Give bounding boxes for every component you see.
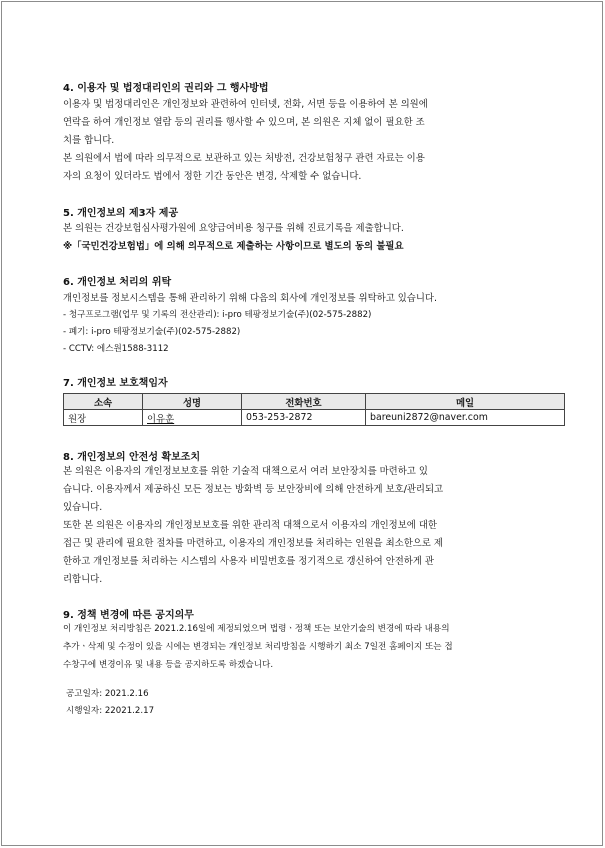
section-5-title: 5. 개인정보의 제3자 제공 (63, 208, 179, 219)
col-header-affiliation: 소속 (64, 394, 143, 410)
section-8-line-2: 습니다. 이용자께서 제공하신 모든 정보는 방화벽 등 보안장비에 의해 안전하게 보호/관리되고 (63, 484, 444, 495)
table-row (64, 410, 565, 426)
section-4-line-3: 치를 합니다. (63, 135, 115, 146)
section-9-line-2: 추가ㆍ삭제 및 수정이 있을 시에는 변경되는 개인정보 처리방침을 시행하기 최소 7일전 홈페이지 또는 접 (63, 642, 453, 652)
section-6-title: 6. 개인정보 처리의 위탁 (63, 277, 172, 288)
section-8-line-7: 리합니다. (63, 574, 103, 585)
section-4-title: 4. 이용자 및 법정대리인의 권리와 그 행사방법 (63, 83, 269, 94)
col-header-name: 성명 (143, 394, 242, 410)
section-8-title: 8. 개인정보의 안전성 확보조치 (63, 452, 201, 463)
section-9-line-1: 이 개인정보 처리방침은 2021.2.16일에 제정되었으며 법령ㆍ정책 또는 보안기술의 변경에 따라 내용의 (63, 624, 450, 634)
section-6-line-4: - CCTV: 에스원1588-3112 (63, 344, 169, 354)
section-6-line-3: - 폐기: i-pro 테팡정보기술(주)(02-575-2882) (63, 327, 241, 337)
section-6-line-1: 개인정보를 정보시스템을 통해 관리하기 위해 다음의 회사에 개인정보를 위탁하고 있습니다. (63, 293, 437, 304)
section-8-line-5: 접근 및 관리에 필요한 절차를 마련하고, 이용자의 개인정보를 처리하는 인원을 최소한으로 제 (63, 538, 443, 549)
effective-date: 시행일자: 22021.2.17 (66, 706, 155, 716)
section-6-line-2: - 청구프로그램(업무 및 기록의 전산관리): i-pro 테팡정보기술(주)(02-575-2882) (63, 310, 372, 320)
section-5-line-1: 본 의원는 건강보험심사평가원에 요양급여비용 청구를 위해 진료기록을 제출합니다. (63, 223, 404, 234)
announce-date: 공고일자: 2021.2.16 (66, 689, 149, 699)
section-4-line-5: 자의 요청이 있더라도 법에서 정한 기간 동안은 변경, 삭제할 수 없습니다. (63, 171, 362, 182)
col-header-phone: 전화번호 (242, 394, 366, 410)
section-4-line-2: 연락을 하여 개인정보 열람 등의 권리를 행사할 수 있으며, 본 의원은 지체 없이 필요한 조 (63, 117, 425, 128)
cell-name: 이유훈 (143, 410, 242, 426)
cell-phone: 053-253-2872 (242, 410, 366, 426)
section-8-line-3: 있습니다. (63, 502, 103, 513)
table-header-row (64, 394, 565, 410)
section-9-title: 9. 정책 변경에 따른 공지의무 (63, 610, 194, 621)
section-4-line-1: 이용자 및 법정대리인은 개인정보와 관련하여 인터넷, 전화, 서면 등을 이용하여 본 의원에 (63, 99, 428, 110)
section-8-line-6: 한하고 개인정보를 처리하는 시스템의 사용자 비밀번호를 정기적으로 갱신하여 안전하게 관 (63, 556, 434, 567)
privacy-officer-table (63, 393, 565, 426)
section-5-notice: ※「국민건강보험법」에 의해 의무적으로 제출하는 사항이므로 별도의 동의 불필요 (63, 241, 404, 252)
cell-affiliation: 원장 (64, 410, 143, 426)
section-9-line-3: 수창구에 변경이유 및 내용 등을 공지하도록 하겠습니다. (63, 660, 274, 670)
section-7-title: 7. 개인정보 보호책임자 (63, 378, 168, 389)
section-8-line-1: 본 의원은 이용자의 개인정보보호를 위한 기술적 대책으로서 여러 보안장치를 마련하고 있 (63, 466, 428, 477)
section-4-line-4: 본 의원에서 법에 따라 의무적으로 보관하고 있는 처방전, 건강보험청구 관련 자료는 이용 (63, 153, 425, 164)
col-header-email: 메일 (366, 394, 565, 410)
section-8-line-4: 또한 본 의원은 이용자의 개인정보보호를 위한 관리적 대책으로서 이용자의 개인정보에 대한 (63, 520, 437, 531)
cell-email: bareuni2872@naver.com (366, 410, 565, 426)
